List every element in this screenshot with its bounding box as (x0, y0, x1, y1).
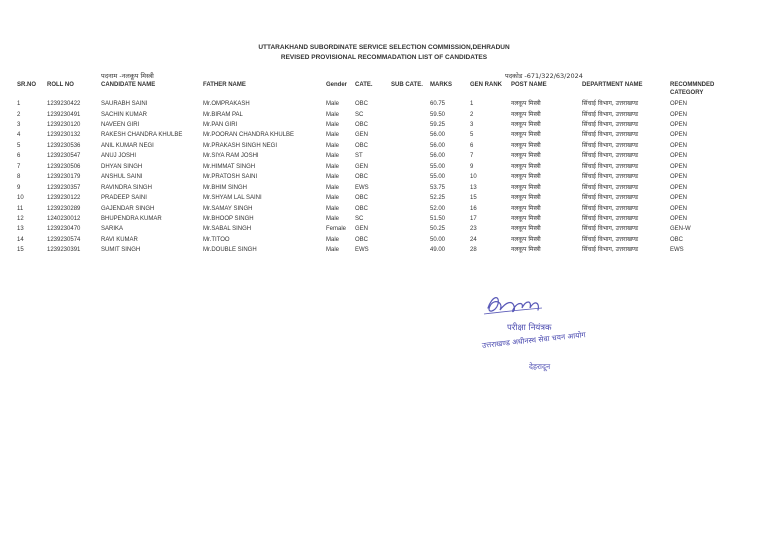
cell-post-name: नलकूप मिस्त्री (511, 120, 541, 128)
stamp-line-3: देहरादून (529, 362, 551, 371)
header-recommended-category (670, 81, 714, 97)
cell-post-name: नलकूप मिस्त्री (511, 100, 541, 107)
cell-post-name: नलकूप मिस्त्री (511, 183, 541, 191)
document-title: UTTARAKHAND SUBORDINATE SERVICE SELECTION COMMISSION,DEHRADUN (258, 44, 510, 51)
cell-roll-no: 1239230179 (47, 174, 81, 181)
cell-post-name: नलकूप मिस्त्री (511, 162, 541, 170)
cell-roll-no: 1240230012 (47, 215, 81, 222)
cell-father-name: Mr.SIYA RAM JOSHI (203, 153, 259, 160)
cell-candidate-name: NAVEEN GIRI (101, 121, 140, 128)
cell-recommended-category: OPEN (670, 121, 688, 128)
cell-department-name: सिंचाई विभाग, उत्तराखण्ड (582, 162, 639, 170)
cell-gender: Male (326, 205, 340, 212)
cell-father-name: Mr.SHYAM LAL SAINI (203, 195, 262, 202)
cell-sr-no: 14 (17, 236, 24, 243)
cell-gender: Male (326, 121, 340, 128)
header-gen-rank: GEN RANK (470, 82, 503, 88)
cell-department-name: सिंचाई विभाग, उत्तराखण्ड (582, 100, 639, 107)
cell-category: GEN (355, 163, 369, 170)
header-recommended-line1: RECOMMNDED (670, 82, 715, 88)
header-father-name: FATHER NAME (203, 82, 246, 88)
cell-department-name: सिंचाई विभाग, उत्तराखण्ड (582, 246, 639, 254)
header-post-name: POST NAME (511, 82, 547, 88)
cell-marks: 49.00 (430, 247, 446, 254)
cell-marks: 52.25 (430, 195, 446, 202)
cell-department-name: सिंचाई विभाग, उत्तराखण्ड (582, 173, 639, 181)
cell-marks: 56.00 (430, 153, 446, 160)
cell-recommended-category: OPEN (670, 205, 688, 212)
cell-department-name: सिंचाई विभाग, उत्तराखण्ड (582, 235, 639, 243)
cell-father-name: Mr.BHOOP SINGH (203, 215, 254, 222)
cell-roll-no: 1239230491 (47, 111, 81, 118)
cell-department-name: सिंचाई विभाग, उत्तराखण्ड (582, 131, 639, 139)
cell-marks: 55.00 (430, 163, 446, 170)
cell-marks: 56.00 (430, 132, 446, 139)
cell-post-name: नलकूप मिस्त्री (511, 173, 541, 181)
cell-gender: Male (326, 132, 340, 139)
cell-category: SC (355, 111, 364, 118)
table-row (0, 99, 768, 109)
cell-father-name: Mr.BHIM SINGH (203, 184, 248, 191)
cell-department-name: सिंचाई विभाग, उत्तराखण्ड (582, 183, 639, 191)
cell-department-name: सिंचाई विभाग, उत्तराखण्ड (582, 194, 639, 202)
cell-marks: 59.50 (430, 111, 446, 118)
cell-department-name: सिंचाई विभाग, उत्तराखण्ड (582, 110, 639, 118)
cell-sr-no: 7 (17, 163, 21, 170)
cell-candidate-name: ANUJ JOSHI (101, 153, 137, 160)
cell-gen-rank: 13 (470, 184, 477, 191)
cell-candidate-name: RAVI KUMAR (101, 236, 138, 243)
cell-category: EWS (355, 247, 369, 254)
cell-marks: 53.75 (430, 184, 446, 191)
cell-candidate-name: DHYAN SINGH (101, 163, 143, 170)
cell-father-name: Mr.SAMAY SINGH (203, 205, 253, 212)
cell-gen-rank: 1 (470, 101, 474, 107)
cell-roll-no: 1239230574 (47, 236, 81, 243)
header-gender: Gender (326, 82, 348, 88)
cell-department-name: सिंचाई विभाग, उत्तराखण्ड (582, 120, 639, 128)
cell-gen-rank: 7 (470, 153, 474, 160)
cell-father-name: Mr.PRATOSH SAINI (203, 174, 258, 181)
cell-department-name: सिंचाई विभाग, उत्तराखण्ड (582, 152, 639, 160)
cell-category: SC (355, 215, 364, 222)
cell-father-name: Mr.HIMMAT SINGH (203, 163, 256, 170)
cell-recommended-category: OBC (670, 236, 684, 243)
cell-post-name: नलकूप मिस्त्री (511, 225, 541, 233)
cell-marks: 50.00 (430, 236, 446, 243)
cell-post-name: नलकूप मिस्त्री (511, 235, 541, 243)
cell-department-name: सिंचाई विभाग, उत्तराखण्ड (582, 141, 639, 149)
cell-recommended-category: OPEN (670, 101, 688, 107)
cell-father-name: Mr.PAN GIRI (203, 121, 238, 128)
cell-roll-no: 1239230470 (47, 226, 81, 233)
cell-father-name: Mr.POORAN CHANDRA KHULBE (203, 132, 295, 139)
cell-sr-no: 13 (17, 226, 24, 233)
cell-gender: Male (326, 101, 340, 107)
table-row (0, 162, 768, 172)
cell-recommended-category: OPEN (670, 195, 688, 202)
cell-roll-no: 1239230547 (47, 153, 81, 160)
cell-sr-no: 6 (17, 153, 21, 160)
cell-recommended-category: OPEN (670, 174, 688, 181)
document-subtitle: REVISED PROVISIONAL RECOMMADATION LIST OF CANDIDATES (280, 54, 488, 61)
cell-gen-rank: 9 (470, 163, 474, 170)
cell-post-name: नलकूप मिस्त्री (511, 152, 541, 160)
cell-department-name: सिंचाई विभाग, उत्तराखण्ड (582, 204, 639, 212)
cell-post-name: नलकूप मिस्त्री (511, 214, 541, 222)
cell-category: EWS (355, 184, 369, 191)
cell-candidate-name: BHUPENDRA KUMAR (101, 215, 162, 222)
cell-gen-rank: 17 (470, 215, 477, 222)
header-marks: MARKS (430, 82, 452, 88)
cell-candidate-name: SACHIN KUMAR (101, 111, 148, 118)
cell-candidate-name: SAURABH SAINI (101, 101, 148, 107)
cell-gender: Male (326, 153, 340, 160)
cell-category: OBC (355, 121, 369, 128)
cell-sr-no: 12 (17, 215, 24, 222)
cell-marks: 51.50 (430, 215, 446, 222)
cell-roll-no: 1239230506 (47, 163, 81, 170)
cell-recommended-category: OPEN (670, 153, 688, 160)
cell-gen-rank: 15 (470, 195, 477, 202)
cell-post-name: नलकूप मिस्त्री (511, 141, 541, 149)
cell-category: ST (355, 153, 363, 160)
table-row (0, 183, 768, 193)
cell-father-name: Mr.OMPRAKASH (203, 101, 250, 107)
cell-recommended-category: OPEN (670, 132, 688, 139)
cell-marks: 52.00 (430, 205, 446, 212)
table-row (0, 110, 768, 120)
cell-recommended-category: OPEN (670, 142, 688, 149)
table-row (0, 172, 768, 182)
cell-gen-rank: 5 (470, 132, 474, 139)
cell-roll-no: 1239230122 (47, 195, 81, 202)
cell-gender: Male (326, 163, 340, 170)
cell-marks: 55.00 (430, 174, 446, 181)
cell-candidate-name: PRADEEP SAINI (101, 195, 147, 202)
table-row (0, 141, 768, 151)
cell-post-name: नलकूप मिस्त्री (511, 110, 541, 118)
cell-gen-rank: 28 (470, 247, 477, 254)
cell-category: OBC (355, 142, 369, 149)
cell-recommended-category: OPEN (670, 215, 688, 222)
header-department-name: DEPARTMENT NAME (582, 82, 643, 88)
stamp-line-2: उत्तराखण्ड अधीनस्थ सेवा चयन आयोग (481, 330, 587, 350)
cell-category: OBC (355, 174, 369, 181)
cell-gender: Male (326, 215, 340, 222)
cell-candidate-name: ANSHUL SAINI (101, 174, 143, 181)
cell-sr-no: 9 (17, 184, 21, 191)
cell-category: OBC (355, 236, 369, 243)
cell-roll-no: 1239230357 (47, 184, 81, 191)
cell-gen-rank: 16 (470, 205, 477, 212)
cell-sr-no: 3 (17, 121, 21, 128)
table-row (0, 204, 768, 214)
header-candidate-name: CANDIDATE NAME (101, 82, 156, 88)
cell-gender: Male (326, 236, 340, 243)
table-row (0, 224, 768, 234)
cell-candidate-name: SARIKA (101, 226, 124, 233)
cell-gender: Male (326, 247, 340, 254)
cell-sr-no: 2 (17, 111, 21, 118)
cell-department-name: सिंचाई विभाग, उत्तराखण्ड (582, 225, 639, 233)
cell-gender: Male (326, 111, 340, 118)
cell-category: OBC (355, 101, 369, 107)
cell-gen-rank: 24 (470, 236, 477, 243)
cell-roll-no: 1239230391 (47, 247, 81, 254)
cell-father-name: Mr.DOUBLE SINGH (203, 247, 257, 254)
cell-gender: Female (326, 226, 347, 233)
cell-marks: 59.25 (430, 121, 446, 128)
cell-recommended-category: GEN-W (670, 226, 691, 233)
cell-father-name: Mr.BIRAM PAL (203, 111, 243, 118)
cell-marks: 60.75 (430, 101, 446, 107)
cell-candidate-name: ANIL KUMAR NEGI (101, 142, 154, 149)
cell-candidate-name: SUMIT SINGH (101, 247, 141, 254)
cell-sr-no: 4 (17, 132, 21, 139)
table-row (0, 235, 768, 245)
post-code: पदकोड -671/322/63/2024 (505, 72, 583, 80)
table-row (0, 151, 768, 161)
cell-gen-rank: 3 (470, 121, 474, 128)
cell-sr-no: 15 (17, 247, 24, 254)
table-row (0, 193, 768, 203)
cell-sr-no: 5 (17, 142, 21, 149)
cell-gender: Male (326, 195, 340, 202)
cell-father-name: Mr.SABAL SINGH (203, 226, 252, 233)
cell-recommended-category: OPEN (670, 163, 688, 170)
cell-post-name: नलकूप मिस्त्री (511, 246, 541, 254)
cell-gen-rank: 10 (470, 174, 477, 181)
cell-father-name: Mr.PRAKASH SINGH NEGI (203, 142, 278, 149)
cell-roll-no: 1239230289 (47, 205, 81, 212)
cell-sr-no: 1 (17, 101, 21, 107)
post-title: पदनाम -नलकूप मिस्त्री (101, 72, 154, 80)
cell-gen-rank: 2 (470, 111, 474, 118)
table-row (0, 245, 768, 255)
cell-gender: Male (326, 184, 340, 191)
cell-sr-no: 10 (17, 195, 24, 202)
cell-roll-no: 1239230536 (47, 142, 81, 149)
cell-candidate-name: GAJENDAR SINGH (101, 205, 155, 212)
cell-sr-no: 8 (17, 174, 21, 181)
cell-father-name: Mr.TITOO (203, 236, 230, 243)
header-recommended-line2: CATEGORY (670, 90, 704, 96)
cell-marks: 50.25 (430, 226, 446, 233)
cell-gen-rank: 23 (470, 226, 477, 233)
header-sub-category: SUB CATE. (391, 82, 423, 88)
cell-roll-no: 1239230120 (47, 121, 81, 128)
cell-recommended-category: EWS (670, 247, 684, 254)
cell-recommended-category: OPEN (670, 111, 688, 118)
cell-gen-rank: 6 (470, 142, 474, 149)
cell-candidate-name: RAVINDRA SINGH (101, 184, 152, 191)
cell-candidate-name: RAKESH CHANDRA KHULBE (101, 132, 183, 139)
cell-gender: Male (326, 174, 340, 181)
cell-marks: 56.00 (430, 142, 446, 149)
table-row (0, 120, 768, 130)
stamp-line-1: परीक्षा नियंत्रक (507, 323, 552, 333)
cell-roll-no: 1239230422 (47, 101, 81, 107)
cell-category: GEN (355, 226, 369, 233)
cell-post-name: नलकूप मिस्त्री (511, 194, 541, 202)
header-category: CATE. (355, 82, 373, 88)
cell-sr-no: 11 (17, 205, 24, 212)
cell-category: OBC (355, 195, 369, 202)
table-row (0, 214, 768, 224)
cell-post-name: नलकूप मिस्त्री (511, 131, 541, 139)
cell-gender: Male (326, 142, 340, 149)
cell-department-name: सिंचाई विभाग, उत्तराखण्ड (582, 214, 639, 222)
header-roll-no: ROLL NO (47, 82, 74, 88)
cell-category: GEN (355, 132, 369, 139)
cell-category: OBC (355, 205, 369, 212)
table-row (0, 130, 768, 140)
cell-roll-no: 1239230132 (47, 132, 81, 139)
cell-post-name: नलकूप मिस्त्री (511, 204, 541, 212)
header-sr-no: SR.NO (17, 82, 37, 88)
cell-recommended-category: OPEN (670, 184, 688, 191)
